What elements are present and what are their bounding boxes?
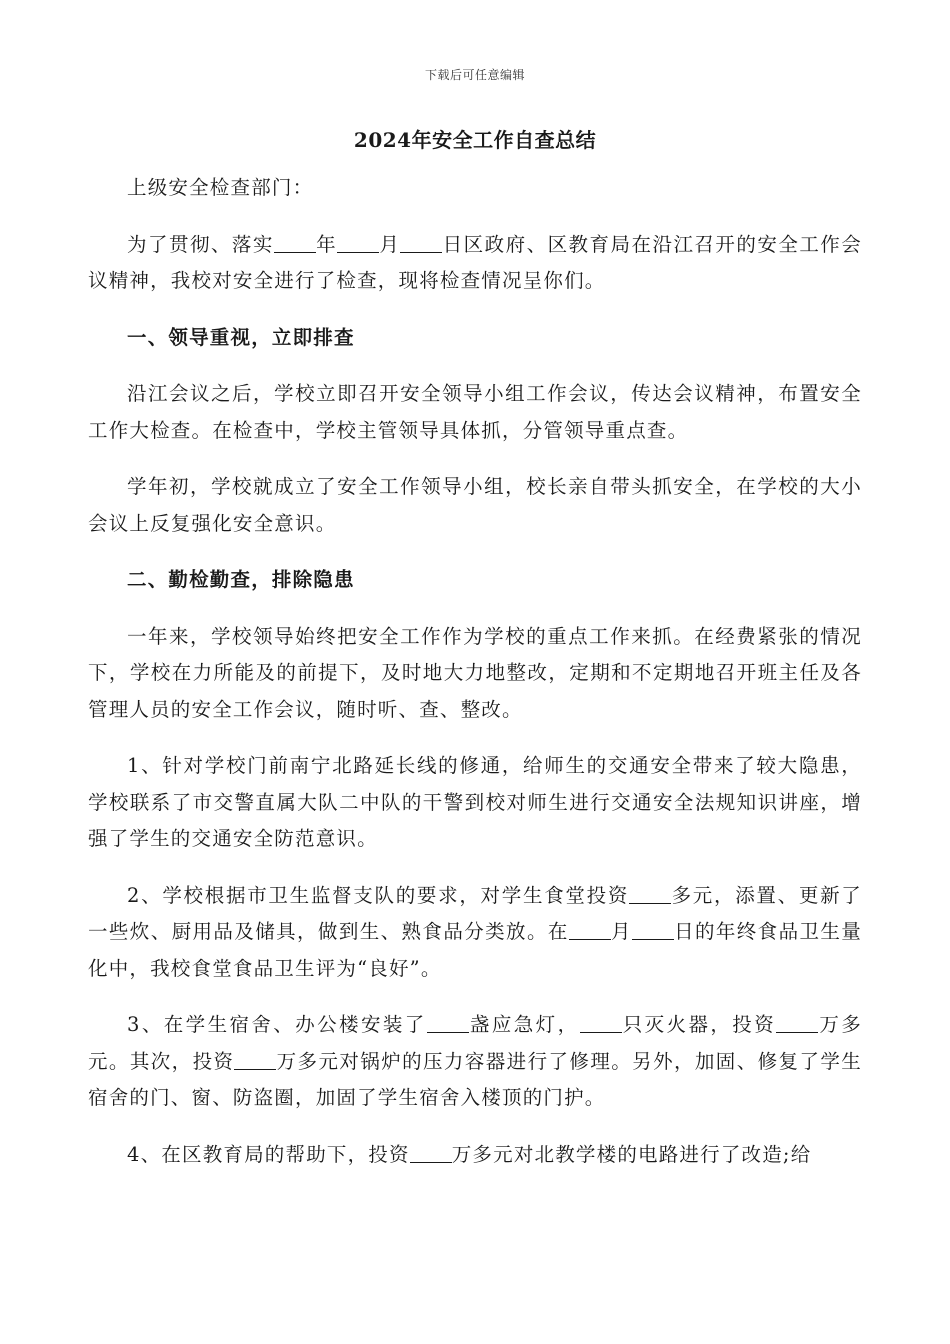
list-item-4: 4、在区教育局的帮助下，投资 万多元对北教学楼的电路进行了改造;给 <box>127 1142 812 1166</box>
list-item-3: 3、在学生宿舍、办公楼安装了 盏应急灯， 只灭火器，投资 万多元。其次，投资 万多元对锅炉的压力容器进行了修理。另外，加固、修复了学生宿舍的门、窗、防盗圈，加固了学生宿舍入楼顶的门护。 <box>88 1013 862 1109</box>
fill-blank <box>632 921 674 940</box>
fill-blank <box>580 1014 622 1033</box>
document-title: 2024年安全工作自查总结 <box>353 128 597 152</box>
fill-blank <box>427 1014 469 1033</box>
document-body <box>88 170 862 1173</box>
list-item-1: 1、针对学校门前南宁北路延长线的修通，给师生的交通安全带来了较大隐患，学校联系了市交警直属大队二中队的干警到校对师生进行交通安全法规知识讲座，增强了学生的交通安全防范意识。 <box>88 754 862 850</box>
section2-paragraph-1: 一年来，学校领导始终把安全工作作为学校的重点工作来抓。在经费紧张的情况下，学校在力所能及的前提下，及时地大力地整改，定期和不定期地召开班主任及各管理人员的安全工作会议，随时听、查、整改。 <box>88 624 862 721</box>
section1-paragraph-1: 沿江会议之后，学校立即召开安全领导小组工作会议，传达会议精神，布置安全工作大检查。在检查中，学校主管领导具体抓，分管领导重点查。 <box>88 382 862 442</box>
fill-blank <box>569 921 611 940</box>
fill-blank <box>337 234 379 253</box>
fill-blank <box>234 1051 276 1070</box>
section-heading-2: 二、勤检勤查，排除隐患 <box>127 568 355 591</box>
header-note: 下载后可任意编辑 <box>424 68 525 82</box>
fill-blank <box>410 1144 452 1163</box>
fill-blank <box>776 1014 818 1033</box>
fill-blank <box>274 234 316 253</box>
fill-blank <box>629 885 671 904</box>
list-item-2: 2、学校根据市卫生监督支队的要求，对学生食堂投资 多元，添置、更新了一些炊、厨用品及储具，做到生、熟食品分类放。在 月 日的年终食品卫生量化中，我校食堂食品卫生评为“良好”。 <box>88 883 862 980</box>
fill-blank <box>400 234 442 253</box>
intro-paragraph: 为了贯彻、落实 年 月 日区政府、区教育局在沿江召开的安全工作会议精神，我校对安全进行了检查，现将检查情况呈你们。 <box>88 232 862 292</box>
section-heading-1: 一、领导重视，立即排查 <box>127 325 355 349</box>
section1-paragraph-2: 学年初，学校就成立了安全工作领导小组，校长亲自带头抓安全，在学校的大小会议上反复强化安全意识。 <box>88 475 862 535</box>
salutation: 上级安全检查部门： <box>127 176 314 199</box>
